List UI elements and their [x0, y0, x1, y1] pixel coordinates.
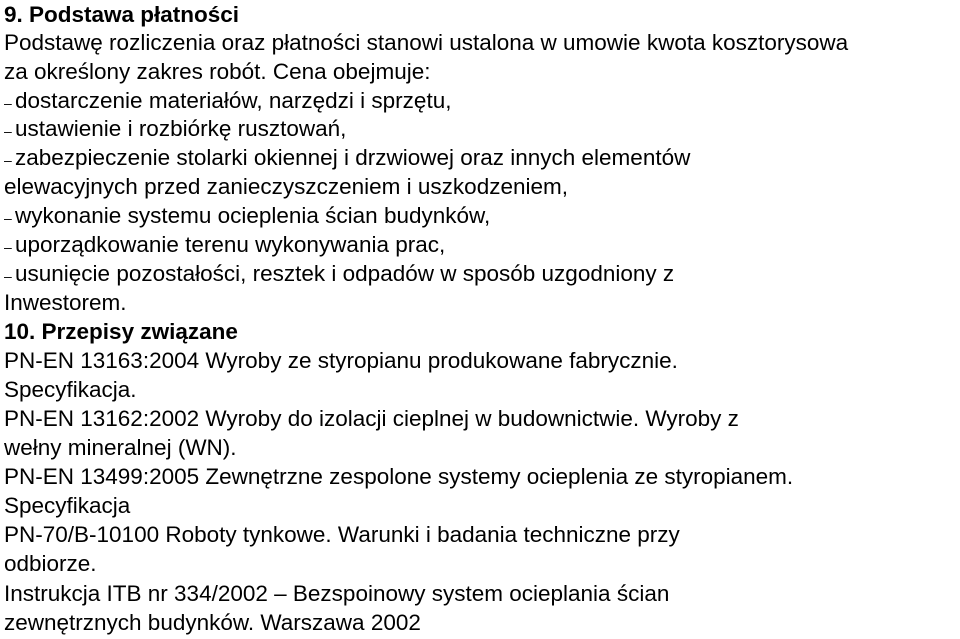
reference-line: odbiorze. — [4, 551, 97, 576]
list-item — [4, 143, 690, 172]
list-item-text: wykonanie systemu ocieplenia ścian budynków, — [15, 203, 491, 228]
dash-bullet: – — [4, 123, 12, 139]
reference-line: Instrukcja ITB nr 334/2002 – Bezspoinowy system ocieplania ścian — [4, 581, 670, 606]
list-item — [4, 114, 346, 143]
list-item-text: zabezpieczenie stolarki okiennej i drzwiowej oraz innych elementów — [15, 145, 691, 170]
section-9-intro-line-2: za określony zakres robót. Cena obejmuje: — [4, 59, 431, 84]
section-9-intro-line-1: Podstawę rozliczenia oraz płatności stanowi ustalona w umowie kwota kosztorysowa — [4, 30, 849, 55]
list-item — [4, 259, 674, 288]
section-9-heading: 9. Podstawa płatności — [4, 2, 240, 27]
list-item-continuation: Inwestorem. — [4, 290, 127, 315]
reference-line: PN-EN 13163:2004 Wyroby ze styropianu produkowane fabrycznie. — [4, 348, 678, 373]
reference-line: Specyfikacja. — [4, 377, 137, 402]
dash-bullet: – — [4, 95, 12, 111]
list-item-text: ustawienie i rozbiórkę rusztowań, — [15, 116, 347, 141]
list-item — [4, 201, 490, 230]
list-item-text: usunięcie pozostałości, resztek i odpadów w sposób uzgodniony z — [15, 261, 675, 286]
dash-bullet: – — [4, 268, 12, 284]
list-item-text: dostarczenie materiałów, narzędzi i sprzętu, — [15, 88, 452, 113]
reference-line: zewnętrznych budynków. Warszawa 2002 — [4, 610, 421, 635]
reference-line: Specyfikacja — [4, 493, 131, 518]
list-item-text: uporządkowanie terenu wykonywania prac, — [15, 232, 446, 257]
section-10-heading: 10. Przepisy związane — [4, 319, 238, 344]
list-item — [4, 86, 451, 115]
reference-line: PN-EN 13499:2005 Zewnętrzne zespolone systemy ocieplenia ze styropianem. — [4, 464, 794, 489]
dash-bullet: – — [4, 152, 12, 168]
dash-bullet: – — [4, 210, 12, 226]
list-item — [4, 230, 445, 259]
dash-bullet: – — [4, 239, 12, 255]
reference-line: wełny mineralnej (WN). — [4, 435, 237, 460]
reference-line: PN-EN 13162:2002 Wyroby do izolacji cieplnej w budownictwie. Wyroby z — [4, 406, 739, 431]
list-item-continuation: elewacyjnych przed zanieczyszczeniem i uszkodzeniem, — [4, 174, 568, 199]
reference-line: PN-70/B-10100 Roboty tynkowe. Warunki i badania techniczne przy — [4, 522, 680, 547]
